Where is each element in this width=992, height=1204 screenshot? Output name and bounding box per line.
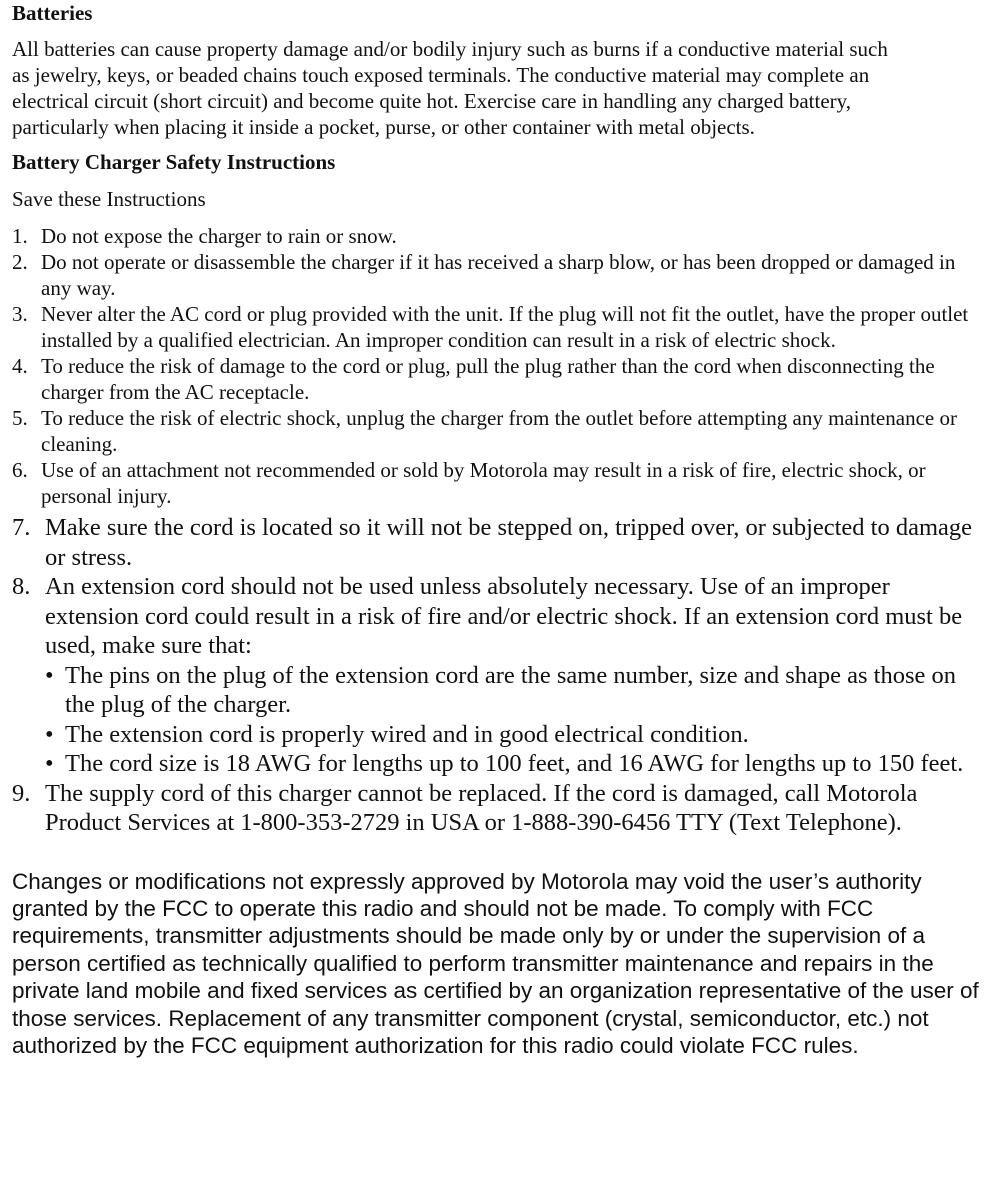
fcc-notice-paragraph: Changes or modifications not expressly approved by Motorola may void the user’s authority granted by the FCC to operate this radio and should not be made. To comply with FCC requirements, transmitter adjustments should be made only by or under the supervision of a person certified as technically qualified to perform transmitter maintenance and repairs in the private land mobile and fixed services as certified by an organization representative of the user of those services. Replacement of any transmitter component (crystal, semiconductor, etc.) not authorized by the FCC equipment authorization for this radio could violate FCC rules.	[12, 868, 979, 1058]
bullet-text: The cord size is 18 AWG for lengths up to 100 feet, and 16 AWG for lengths up to 150 feet.	[65, 750, 964, 777]
charger-instructions-list-part2	[12, 513, 984, 838]
item-text: Make sure the cord is located so it will not be stepped on, tripped over, or subjected to damage or stress.	[45, 514, 973, 571]
document-page	[12, 0, 984, 1059]
extension-cord-bullet-list	[45, 661, 984, 779]
charger-safety-heading: Battery Charger Safety Instructions	[12, 150, 336, 174]
bullet-text: The extension cord is properly wired and in good electrical condition.	[65, 720, 749, 748]
bullet-item	[45, 720, 984, 750]
list-item	[12, 572, 984, 779]
list-item	[12, 457, 984, 509]
list-item	[12, 513, 984, 572]
batteries-paragraph: All batteries can cause property damage and/or bodily injury such as burns if a conductive material such as jewelry, keys, or beaded chains touch exposed terminals. The conductive material may complete an electrical circuit (short circuit) and become quite hot. Exercise care in handling any charged battery, particularly when placing it inside a pocket, purse, or other container with metal objects.	[12, 37, 888, 139]
item-text: The supply cord of this charger cannot be replaced. If the cord is damaged, call Motorola Product Services at 1-800-353-2729 in USA or 1-888-390-6456 TTY (Text Telephone).	[45, 779, 918, 836]
save-instructions-subheading: Save these Instructions	[12, 187, 206, 211]
list-item	[12, 301, 984, 353]
item-text: Do not operate or disassemble the charger if it has received a sharp blow, or has been dropped or damaged in any way.	[41, 250, 956, 300]
bullet-glyph: •	[45, 750, 54, 777]
item-number: 8.	[12, 573, 31, 600]
item-text: Use of an attachment not recommended or sold by Motorola may result in a risk of fire, electric shock, or personal injury.	[41, 458, 926, 508]
item-number: 7.	[12, 514, 31, 541]
list-item	[12, 249, 984, 301]
item-text: Never alter the AC cord or plug provided with the unit. If the plug will not fit the outlet, have the proper outlet installed by a qualified electrician. An improper condition can result in a risk of electric shock.	[41, 302, 969, 352]
list-item	[12, 353, 984, 405]
item-number: 1.	[12, 224, 28, 248]
item-number: 6.	[12, 458, 28, 482]
charger-instructions-list-part1	[12, 223, 984, 509]
item-text: To reduce the risk of electric shock, unplug the charger from the outlet before attempting any maintenance or cleaning.	[41, 406, 957, 456]
list-item	[12, 779, 984, 838]
item-number: 3.	[12, 302, 28, 326]
list-item	[12, 405, 984, 457]
bullet-glyph: •	[45, 661, 54, 689]
item-number: 9.	[12, 779, 31, 807]
item-number: 4.	[12, 354, 28, 378]
bullet-item	[45, 661, 984, 720]
bullet-item	[45, 749, 984, 779]
bullet-text: The pins on the plug of the extension cord are the same number, size and shape as those on the plug of the charger.	[65, 661, 956, 718]
item-number: 5.	[12, 406, 28, 430]
item-text: An extension cord should not be used unless absolutely necessary. Use of an improper extension cord could result in a risk of fire and/or electric shock. If an extension cord must be used, make sure that:	[45, 573, 963, 659]
item-text: Do not expose the charger to rain or snow.	[41, 224, 397, 248]
item-number: 2.	[12, 250, 28, 274]
list-item	[12, 223, 984, 249]
item-text: To reduce the risk of damage to the cord or plug, pull the plug rather than the cord when disconnecting the charger from the AC receptacle.	[41, 354, 935, 404]
batteries-heading: Batteries	[12, 1, 93, 25]
bullet-glyph: •	[45, 720, 54, 748]
